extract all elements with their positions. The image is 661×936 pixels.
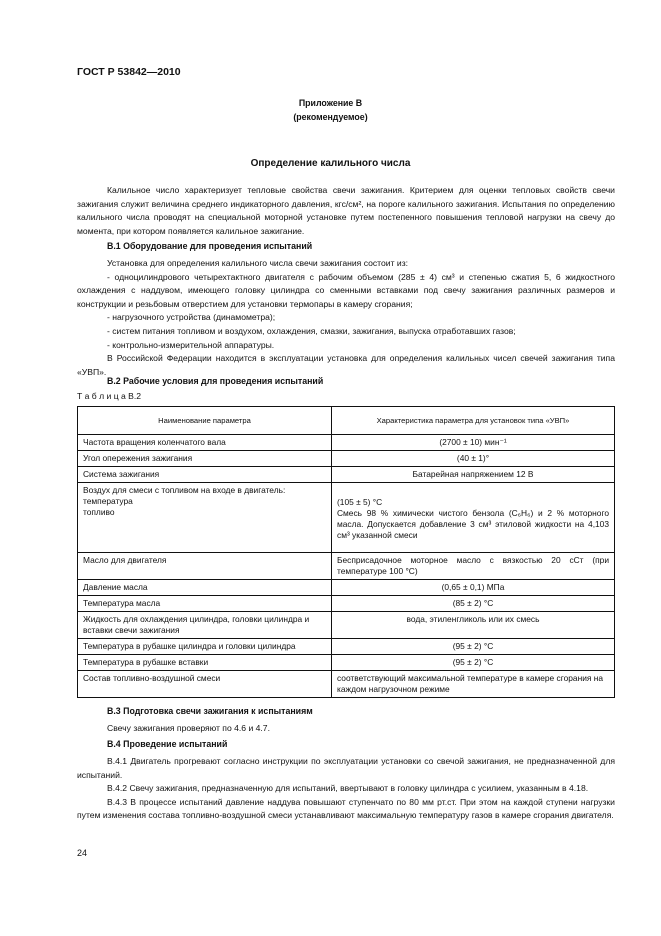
b2-heading: В.2 Рабочие условия для проведения испытаний (107, 376, 324, 386)
table-row (78, 451, 615, 467)
parameter-value-cell: (85 ± 2) °С (332, 596, 615, 612)
parameter-name-cell: Температура в рубашке вставки (78, 655, 332, 671)
parameter-value-cell: (105 ± 5) °С Смесь 98 % химически чистого бензола (C₆H₆) и 2 % моторного масла. Допускается добавление 3 см³ этиловой жидкости на 4,103 см³ указанной смеси (332, 483, 615, 553)
table-row (78, 580, 615, 596)
parameter-value-cell: (95 ± 2) °С (332, 639, 615, 655)
parameter-value-cell: (2700 ± 10) мин⁻¹ (332, 435, 615, 451)
parameter-name-cell: Температура в рубашке цилиндра и головки цилиндра (78, 639, 332, 655)
b1-lead: Установка для определения калильного числа свечи зажигания состоит из: (107, 258, 409, 268)
b3-heading: В.3 Подготовка свечи зажигания к испытаниям (107, 706, 313, 716)
parameter-name-cell: Масло для двигателя (78, 553, 332, 580)
parameter-name-cell: Угол опережения зажигания (78, 451, 332, 467)
column-header: Характеристика параметра для установок типа «УВП» (332, 407, 615, 435)
table-row (78, 612, 615, 639)
b1-item: - одноцилиндрового четырехтактного двигателя с рабочим объемом (285 ± 4) см³ и степенью сжатия 5, 6 жидкостного охлаждения с наддувом, имеющего головку цилиндра со сменными вставками под свечу зажигания различных размеров и конструкции и резьбовым отверстием для установки термопары в камеру сгорания; (77, 271, 615, 309)
b1-item: - нагрузочного устройства (динамометра); (107, 312, 276, 323)
b1-closing: В Российской Федерации находится в эксплуатации установка для определения калильных чисел свечей зажигания типа «УВП». (77, 353, 615, 377)
table-row (78, 483, 615, 553)
appendix-title: Приложение В (298, 98, 363, 108)
parameter-name-cell: Система зажигания (78, 467, 332, 483)
table-row (78, 671, 615, 698)
parameter-name-cell: Температура масла (78, 596, 332, 612)
table-row (78, 596, 615, 612)
section-title: Определение калильного числа (250, 158, 411, 169)
table-row (78, 553, 615, 580)
parameter-name-cell: Давление масла (78, 580, 332, 596)
parameter-value-cell: (0,65 ± 0,1) МПа (332, 580, 615, 596)
parameter-value-cell: соответствующий максимальной температуре в камере сгорания на каждом нагрузочном режиме (332, 671, 615, 698)
b1-item: - систем питания топливом и воздухом, охлаждения, смазки, зажигания, выпуска отработавших газов; (107, 325, 516, 336)
b4-paragraph: В.4.3 В процессе испытаний давление наддува повышают ступенчато по 80 мм рт.ст. При этом на каждой ступени нагрузки путем изменения состава топливно-воздушной смеси устанавливают максимальную температуру газов в камере сгорания двигателя. (77, 796, 615, 821)
parameter-value-cell: Батарейная напряжением 12 В (332, 467, 615, 483)
page-number: 24 (77, 848, 88, 858)
parameter-name-cell: Жидкость для охлаждения цилиндра, головки цилиндра и вставки свечи зажигания (78, 612, 332, 639)
column-header: Наименование параметра (78, 407, 332, 435)
b4-paragraph: В.4.1 Двигатель прогревают согласно инструкции по эксплуатации установки со свечой зажигания, не предназначенной для испытаний. (77, 756, 615, 780)
b4-paragraph: В.4.2 Свечу зажигания, предназначенную для испытаний, ввертывают в головку цилиндра с усилием, указанным в 4.18. (107, 783, 589, 794)
parameter-value-cell: (40 ± 1)° (332, 451, 615, 467)
parameter-value-cell: Бесприсадочное моторное масло с вязкостью 20 сСт (при температуре 100 °С) (332, 553, 615, 580)
document-id: ГОСТ Р 53842—2010 (77, 66, 181, 78)
table-label: Т а б л и ц а В.2 (77, 391, 142, 401)
parameters-table (77, 406, 615, 698)
b4-heading: В.4 Проведение испытаний (107, 739, 228, 749)
table-row (78, 639, 615, 655)
b3-text: Свечу зажигания проверяют по 4.6 и 4.7. (107, 723, 270, 733)
parameter-value-cell: (95 ± 2) °С (332, 655, 615, 671)
table-row (78, 655, 615, 671)
table-row (78, 467, 615, 483)
b1-item: - контрольно-измерительной аппаратуры. (107, 339, 275, 350)
parameter-name-cell: Частота вращения коленчатого вала (78, 435, 332, 451)
appendix-note: (рекомендуемое) (293, 112, 368, 122)
b1-heading: В.1 Оборудование для проведения испытаний (107, 241, 313, 251)
parameter-value-cell: вода, этиленгликоль или их смесь (332, 612, 615, 639)
intro-paragraph: Калильное число характеризует тепловые свойства свечи зажигания. Критерием для оценки тепловых свойств свечи зажигания служит величина среднего индикаторного давления, кгс/см², на пороге калильного зажигания. Испытания по определению калильного числа проводят на специальной моторной установке путем постепенного повышения тепловой нагрузки на свечу до момента, при котором появляется калильное зажигание. (77, 185, 615, 236)
parameter-name-cell: Состав топливно-воздушной смеси (78, 671, 332, 698)
parameter-name-cell: Воздух для смеси с топливом на входе в двигатель: температура топливо (78, 483, 332, 553)
table-row (78, 435, 615, 451)
